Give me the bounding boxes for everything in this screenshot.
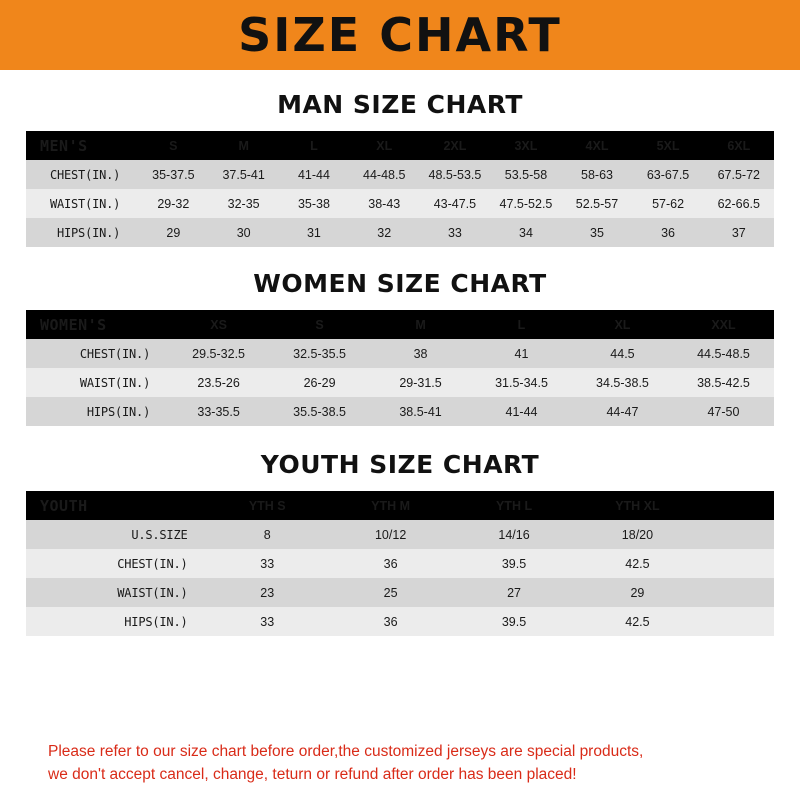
cell: 30 (209, 218, 279, 247)
col-header-m: M (209, 131, 279, 160)
col-header-youth: YOUTH (26, 491, 206, 520)
men-section-title: MAN SIZE CHART (277, 90, 523, 119)
footer-disclaimer (26, 729, 774, 800)
cell: 38.5-42.5 (673, 368, 774, 397)
cell: 32.5-35.5 (269, 339, 370, 368)
cell: 25 (329, 578, 452, 607)
row-label: HIPS(IN.) (26, 607, 206, 636)
cell-spacer (699, 520, 774, 549)
cell: 53.5-58 (490, 160, 561, 189)
cell: 34.5-38.5 (572, 368, 673, 397)
col-header-xl: XL (572, 310, 673, 339)
row-label: WAIST(IN.) (26, 578, 206, 607)
col-header-s: S (138, 131, 208, 160)
col-header-xl: XL (349, 131, 419, 160)
footer-line-2: we don't accept cancel, change, teturn or refund after order has been placed! (48, 765, 577, 783)
cell: 33 (206, 549, 329, 578)
col-header-yth-xl: YTH XL (576, 491, 699, 520)
cell: 23.5-26 (168, 368, 269, 397)
row-label: HIPS(IN.) (26, 397, 168, 426)
cell: 33 (419, 218, 490, 247)
cell: 48.5-53.5 (419, 160, 490, 189)
table-row (26, 368, 774, 397)
cell: 42.5 (576, 549, 699, 578)
col-header-yth-s: YTH S (206, 491, 329, 520)
table-header-row (26, 131, 774, 160)
cell: 37 (704, 218, 774, 247)
cell: 36 (329, 607, 452, 636)
cell: 26-29 (269, 368, 370, 397)
cell: 27 (452, 578, 575, 607)
cell: 14/16 (452, 520, 575, 549)
cell: 63-67.5 (633, 160, 704, 189)
youth-size-table (26, 491, 774, 636)
col-header-men: MEN'S (26, 131, 138, 160)
row-label: U.S.SIZE (26, 520, 206, 549)
women-size-table (26, 310, 774, 426)
col-header-2xl: 2XL (419, 131, 490, 160)
cell: 62-66.5 (704, 189, 774, 218)
col-header-yth-m: YTH M (329, 491, 452, 520)
cell: 31 (279, 218, 349, 247)
table-header-row (26, 310, 774, 339)
cell: 36 (633, 218, 704, 247)
cell: 35-37.5 (138, 160, 208, 189)
col-header-xs: XS (168, 310, 269, 339)
cell-spacer (699, 607, 774, 636)
row-label: WAIST(IN.) (26, 189, 138, 218)
table-row (26, 520, 774, 549)
cell: 58-63 (561, 160, 632, 189)
table-row (26, 160, 774, 189)
cell: 29.5-32.5 (168, 339, 269, 368)
chart-content (0, 70, 800, 800)
cell: 34 (490, 218, 561, 247)
cell: 10/12 (329, 520, 452, 549)
cell: 23 (206, 578, 329, 607)
table-row (26, 549, 774, 578)
cell: 29-32 (138, 189, 208, 218)
cell: 31.5-34.5 (471, 368, 572, 397)
cell: 38-43 (349, 189, 419, 218)
page-title: SIZE CHART (238, 8, 562, 62)
table-row (26, 218, 774, 247)
col-header-l: L (279, 131, 349, 160)
col-header-6xl: 6XL (704, 131, 774, 160)
cell: 36 (329, 549, 452, 578)
footer-line-1: Please refer to our size chart before order,the customized jerseys are special products, (48, 743, 644, 761)
table-row (26, 607, 774, 636)
col-header-women: WOMEN'S (26, 310, 168, 339)
cell: 47-50 (673, 397, 774, 426)
row-label: HIPS(IN.) (26, 218, 138, 247)
row-label: WAIST(IN.) (26, 368, 168, 397)
col-header-spacer (699, 491, 774, 520)
cell-spacer (699, 578, 774, 607)
col-header-3xl: 3XL (490, 131, 561, 160)
table-header-row (26, 491, 774, 520)
cell: 43-47.5 (419, 189, 490, 218)
cell: 38.5-41 (370, 397, 471, 426)
cell: 44-48.5 (349, 160, 419, 189)
col-header-4xl: 4XL (561, 131, 632, 160)
cell: 33 (206, 607, 329, 636)
cell: 41-44 (279, 160, 349, 189)
table-row (26, 339, 774, 368)
col-header-l: L (471, 310, 572, 339)
col-header-xxl: XXL (673, 310, 774, 339)
cell: 32-35 (209, 189, 279, 218)
table-row (26, 189, 774, 218)
cell: 42.5 (576, 607, 699, 636)
cell: 38 (370, 339, 471, 368)
cell: 44.5 (572, 339, 673, 368)
row-label: CHEST(IN.) (26, 160, 138, 189)
cell: 29 (576, 578, 699, 607)
cell: 39.5 (452, 549, 575, 578)
cell: 37.5-41 (209, 160, 279, 189)
cell: 8 (206, 520, 329, 549)
cell: 33-35.5 (168, 397, 269, 426)
cell: 35-38 (279, 189, 349, 218)
cell: 29-31.5 (370, 368, 471, 397)
cell-spacer (699, 549, 774, 578)
cell: 39.5 (452, 607, 575, 636)
table-row (26, 578, 774, 607)
cell: 41 (471, 339, 572, 368)
youth-section-title: YOUTH SIZE CHART (260, 450, 540, 479)
row-label: CHEST(IN.) (26, 339, 168, 368)
cell: 44.5-48.5 (673, 339, 774, 368)
cell: 47.5-52.5 (490, 189, 561, 218)
col-header-s: S (269, 310, 370, 339)
cell: 67.5-72 (704, 160, 774, 189)
cell: 44-47 (572, 397, 673, 426)
cell: 18/20 (576, 520, 699, 549)
men-size-table (26, 131, 774, 247)
cell: 57-62 (633, 189, 704, 218)
cell: 35 (561, 218, 632, 247)
table-row (26, 397, 774, 426)
cell: 52.5-57 (561, 189, 632, 218)
col-header-yth-l: YTH L (452, 491, 575, 520)
row-label: CHEST(IN.) (26, 549, 206, 578)
cell: 29 (138, 218, 208, 247)
cell: 32 (349, 218, 419, 247)
women-section-title: WOMEN SIZE CHART (253, 269, 547, 298)
cell: 41-44 (471, 397, 572, 426)
col-header-5xl: 5XL (633, 131, 704, 160)
page-banner (0, 0, 800, 70)
cell: 35.5-38.5 (269, 397, 370, 426)
col-header-m: M (370, 310, 471, 339)
